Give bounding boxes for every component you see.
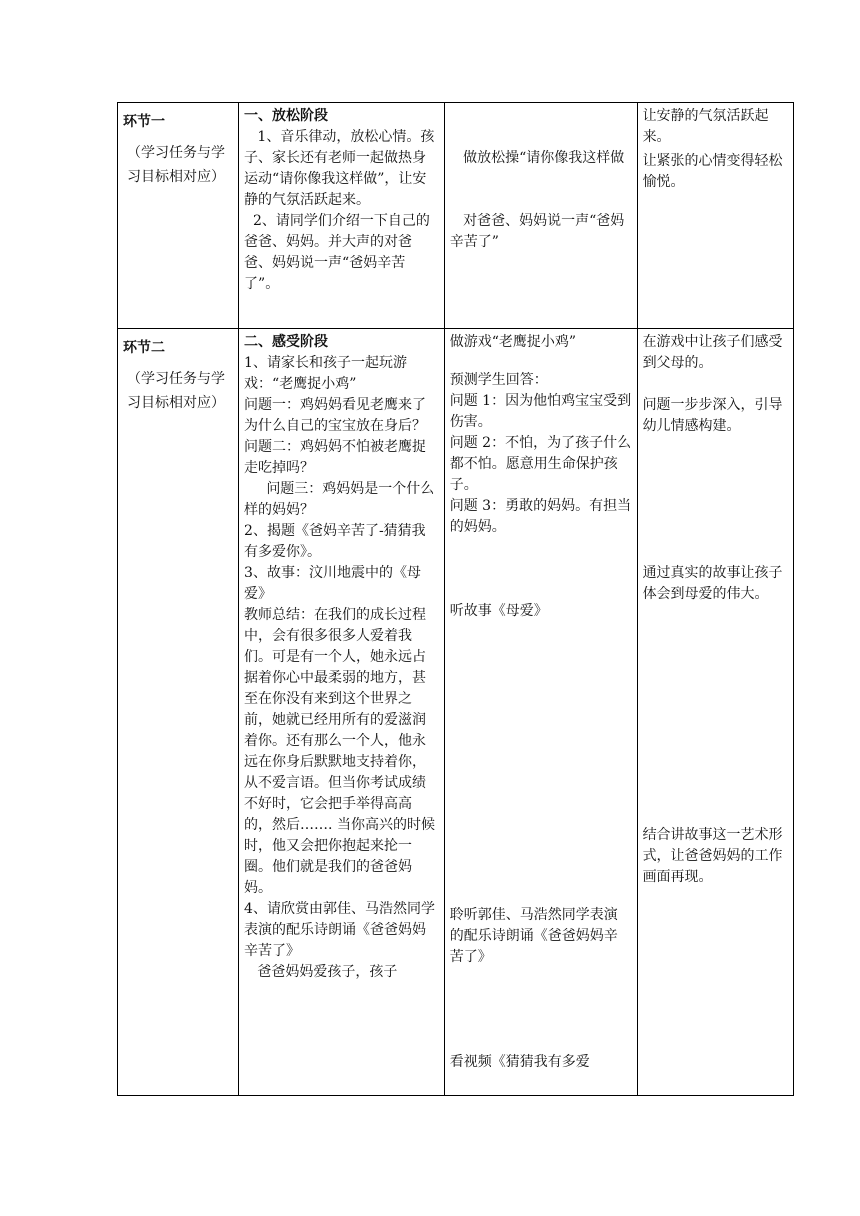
predict-answer: 问题 2：不怕，为了孩子什么都不怕。愿意用生命保护孩子。	[449, 435, 632, 493]
lesson-plan-table	[117, 102, 794, 1096]
content-cell	[239, 103, 445, 329]
content-cell	[239, 329, 445, 1096]
content-line: 问题三：鸡妈妈是一个什么样的妈妈？	[244, 481, 435, 518]
activity-cell	[444, 329, 637, 1096]
intent-line: 在游戏中让孩子们感受到父母的。	[642, 334, 783, 371]
intent-line: 问题一步步深入，引导幼儿情感构建。	[642, 397, 783, 434]
activity-video: 看视频《猜猜我有多爱	[449, 1054, 590, 1070]
activity-line: 对爸爸、妈妈说一声“爸妈辛苦了”	[449, 213, 625, 250]
content-heading: 二、感受阶段	[244, 334, 329, 350]
table-row	[118, 103, 794, 329]
content-line: 1、请家长和孩子一起玩游戏：“老鹰捉小鸡”	[244, 355, 407, 392]
intent-line: 通过真实的故事让孩子体会到母爱的伟大。	[642, 565, 783, 602]
activity-story: 听故事《母爱》	[449, 603, 548, 619]
content-line: 2、揭题《爸妈辛苦了-猜猜我有多爱你》。	[244, 523, 426, 560]
intent-cell	[637, 103, 793, 329]
content-line: 4、请欣赏由郭佳、马浩然同学表演的配乐诗朗诵《爸爸妈妈辛苦了》	[244, 901, 435, 959]
intent-line: 让安静的气氛活跃起来。	[642, 108, 769, 145]
intent-line: 让紧张的心情变得轻松愉悦。	[642, 153, 783, 190]
stage-cell	[118, 103, 239, 329]
table-row	[118, 329, 794, 1096]
predict-title: 预测学生回答：	[449, 372, 548, 388]
content-line: 问题一：鸡妈妈看见老鹰来了为什么自己的宝宝放在身后？	[244, 397, 427, 434]
activity-line: 做放松操“请你像我这样做	[449, 150, 625, 166]
content-line: 2、请同学们介绍一下自己的爸爸、妈妈。并大声的对爸爸、妈妈说一声“爸妈辛苦了”。	[244, 213, 430, 292]
content-line: 教师总结：在我们的成长过程中，会有很多很多人爱着我们。可是有一个人，她永远占据着你心中最柔弱的地方，甚至在你没有来到这个世界之前，她就已经用所有的爱滋润着你。还有那么一个人，他永远在你身后默默地支持着你，从不爱言语。但当你考试成绩不好时，它会把手举得高高的，然后……. 当你高兴的时候时，他又会把你抱起来抡一圈。他们就是我们的爸爸妈妈。	[244, 607, 435, 896]
content-heading: 一、放松阶段	[244, 108, 329, 124]
stage-cell	[118, 329, 239, 1096]
predict-answer: 问题 3：勇敢的妈妈。有担当的妈妈。	[449, 498, 632, 535]
content-line: 3、故事：汶川地震中的《母爱》	[244, 565, 421, 602]
activity-poem: 聆听郭佳、马浩然同学表演的配乐诗朗诵《爸爸妈妈辛苦了》	[449, 907, 618, 965]
content-line: 问题二：鸡妈妈不怕被老鹰捉走吃掉吗？	[244, 439, 427, 476]
activity-game: 做游戏“老鹰捉小鸡”	[449, 334, 577, 350]
content-line: 爸爸妈妈爱孩子，孩子	[244, 964, 398, 980]
activity-cell	[444, 103, 637, 329]
intent-line: 结合讲故事这一艺术形式，让爸爸妈妈的工作画面再现。	[642, 827, 783, 885]
stage-note: （学习任务与学习目标相对应）	[127, 145, 225, 185]
stage-title: 环节一	[123, 114, 165, 130]
intent-cell	[637, 329, 793, 1096]
stage-note: （学习任务与学习目标相对应）	[127, 371, 225, 411]
content-line: 1、音乐律动，放松心情。孩子、家长还有老师一起做热身运动“请你像我这样做”，让安静的气氛活跃起来。	[244, 129, 435, 208]
stage-title: 环节二	[123, 340, 165, 356]
predict-answer: 问题 1：因为他怕鸡宝宝受到伤害。	[449, 393, 632, 430]
